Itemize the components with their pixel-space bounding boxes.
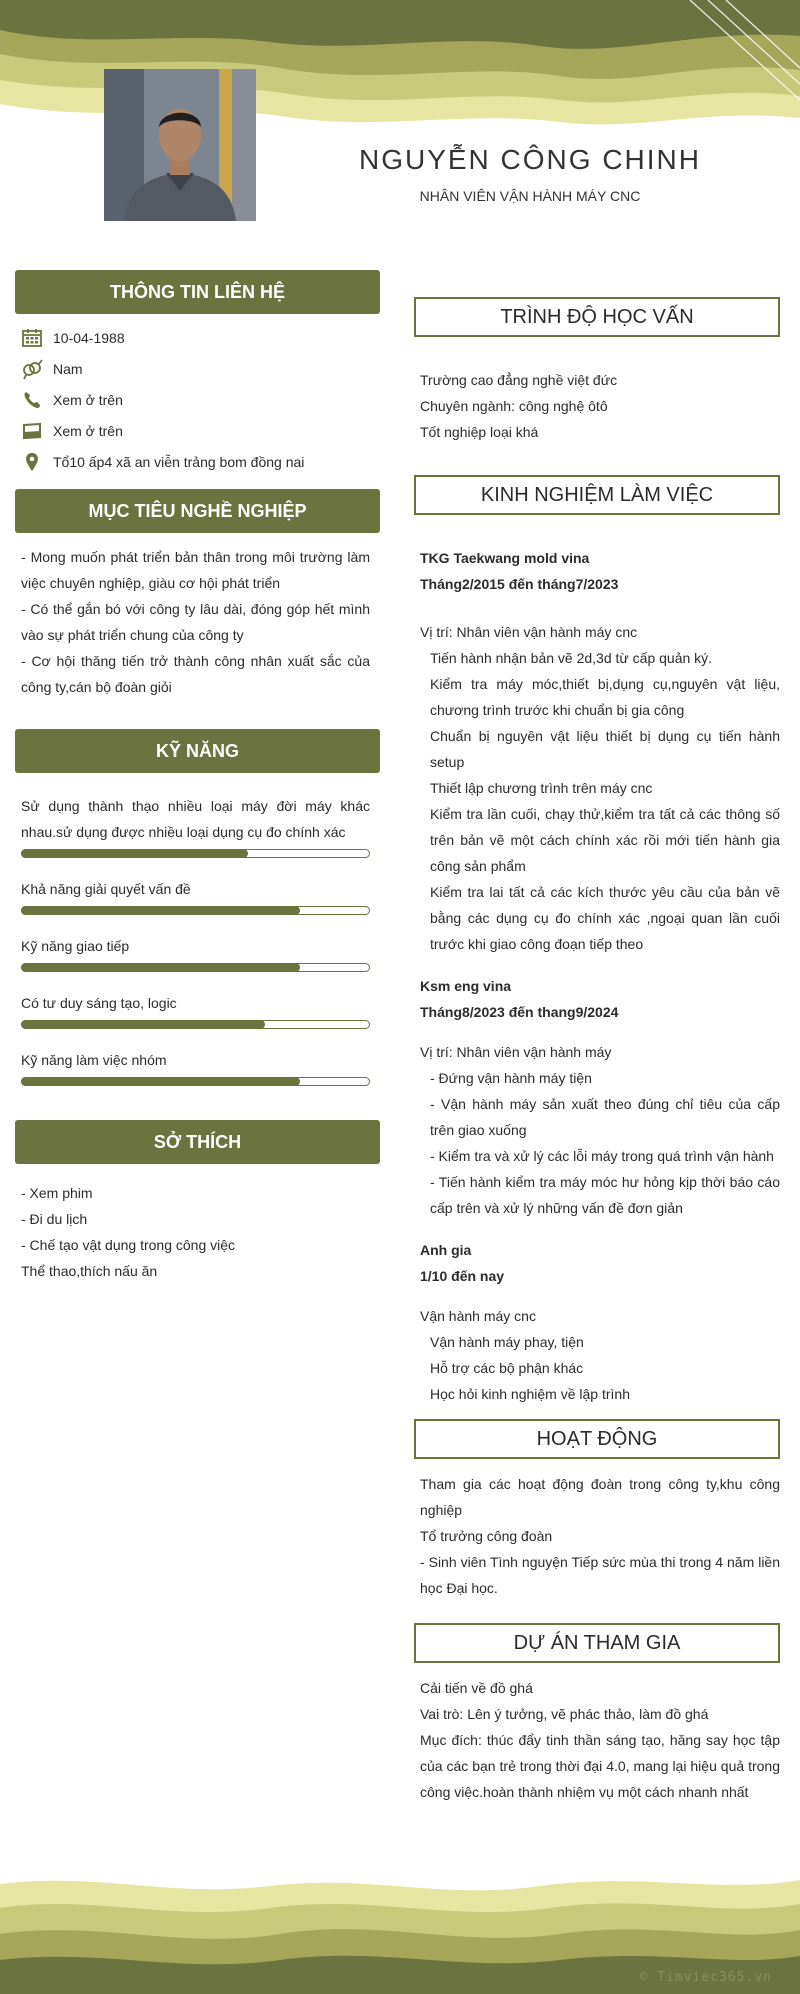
job-duty: Vận hành máy phay, tiện (430, 1334, 584, 1350)
activity-line: Tổ trưởng công đoàn (420, 1528, 553, 1544)
projects-text (414, 1675, 780, 1805)
job-company: Ksm eng vina (420, 978, 512, 994)
job-duty: - Đứng vận hành máy tiện (430, 1070, 592, 1086)
job-duty: Tiến hành nhận bản vẽ 2d,3d từ cấp quản ký. (430, 650, 713, 666)
hobby-line: - Đi du lịch (21, 1211, 88, 1227)
candidate-name: NGUYỄN CÔNG CHINH (358, 144, 701, 175)
job-duty: Kiểm tra lần cuối, chạy thử,kiểm tra tất cả các thông số trên bản vẽ một cách chính xác rồi mới tiến hành gia công sản phẩm (430, 806, 780, 874)
activities-text (414, 1471, 780, 1601)
education-line: Chuyên ngành: công nghệ ôtô (420, 398, 608, 414)
contact-birthday (15, 322, 380, 353)
job-duty: - Vận hành máy sản xuất theo đúng chỉ tiêu của cấp trên giao xuống (430, 1096, 780, 1138)
skill-label: Kỹ năng làm việc nhóm (21, 1052, 167, 1068)
skill-item (15, 1047, 380, 1086)
email-value: Xem ở trên (53, 422, 123, 439)
project-line: Cải tiến về đồ ghá (420, 1680, 533, 1696)
job-duty: Chuẩn bị nguyên vật liệu thiết bị dụng cụ tiến hành setup (430, 728, 780, 770)
activity-line: Tham gia các hoạt động đoàn trong công ty,khu công nghiệp (420, 1476, 780, 1518)
education-text (414, 367, 780, 445)
experience-job (414, 545, 780, 957)
activities-heading: HOẠT ĐỘNG (414, 1419, 780, 1459)
project-line: Mục đích: thúc đẩy tinh thần sáng tạo, hăng say học tập của các bạn trẻ trong thời đại 4.0, mang lại hiệu quả trong công việc.hoàn thành nhiệm vụ một cách nhanh nhất (420, 1732, 780, 1800)
project-line: Vai trò: Lên ý tưởng, vẽ phác thảo, làm đồ ghá (420, 1706, 709, 1722)
objective-line: - Cơ hội thăng tiến trở thành công nhân xuất sắc của công ty,cán bộ đoàn giỏi (21, 653, 370, 695)
watermark: © Timviec365.vn (639, 1970, 772, 1985)
gender-icon (21, 358, 43, 380)
job-duty: Kiểm tra máy móc,thiết bị,dụng cụ,nguyên vật liệu, chương trình trước khi chuẩn bị gia công (430, 676, 780, 718)
job-title: NHÂN VIÊN VẬN HÀNH MÁY CNC (419, 188, 641, 204)
skill-bar (21, 963, 370, 972)
skill-bar (21, 1077, 370, 1086)
experience-job (414, 973, 780, 1221)
job-duty: - Kiểm tra và xử lý các lỗi máy trong quá trình vận hành (430, 1148, 774, 1164)
objective-heading: MỤC TIÊU NGHỀ NGHIỆP (15, 489, 380, 533)
skill-bar-fill (21, 849, 248, 858)
education-line: Tốt nghiệp loại khá (420, 424, 539, 440)
job-duty: Hỗ trợ các bộ phận khác (430, 1360, 584, 1376)
skill-bar (21, 849, 370, 858)
job-duty: Học hỏi kinh nghiệm về lập trình (430, 1386, 630, 1402)
hobbies-text (15, 1180, 380, 1284)
hobby-line: - Xem phim (21, 1185, 93, 1201)
birthday-value: 10-04-1988 (53, 329, 125, 346)
skill-bar (21, 1020, 370, 1029)
calendar-icon (21, 327, 43, 349)
job-company: Anh gia (420, 1242, 472, 1258)
activity-line: - Sinh viên Tình nguyện Tiếp sức mùa thi trong 4 năm liền học Đại học. (420, 1554, 780, 1596)
skill-label: Khả năng giải quyết vấn đề (21, 881, 191, 897)
job-period: 1/10 đến nay (420, 1268, 505, 1284)
hobby-line: Thể thao,thích nấu ăn (21, 1263, 158, 1279)
avatar (104, 69, 256, 221)
job-period: Tháng2/2015 đến tháng7/2023 (420, 576, 619, 592)
skill-bar-fill (21, 1077, 300, 1086)
education-line: Trường cao đẳng nghề việt đức (420, 372, 618, 388)
skill-label: Có tư duy sáng tạo, logic (21, 995, 177, 1011)
location-icon (21, 451, 43, 473)
skill-item (15, 990, 380, 1029)
skill-item (15, 793, 380, 858)
job-position: Vị trí: Nhân viên vận hành máy cnc (420, 624, 638, 640)
job-position: Vận hành máy cnc (420, 1308, 536, 1324)
skill-item (15, 876, 380, 915)
projects-heading: DỰ ÁN THAM GIA (414, 1623, 780, 1663)
contact-phone (15, 384, 380, 415)
objective-line: - Mong muốn phát triển bản thân trong môi trường làm việc chuyên nghiệp, giàu cơ hội phát triển (21, 549, 370, 591)
skill-bar-fill (21, 1020, 265, 1029)
left-column (15, 270, 380, 1284)
job-duty: Thiết lập chương trình trên máy cnc (430, 780, 653, 796)
experience-heading: KINH NGHIỆM LÀM VIỆC (414, 475, 780, 515)
experience-job (414, 1237, 780, 1407)
skill-label: Kỹ năng giao tiếp (21, 938, 130, 954)
phone-value: Xem ở trên (53, 391, 123, 408)
email-icon (21, 420, 43, 442)
phone-icon (21, 389, 43, 411)
job-duty: Kiểm tra lai tất cả các kích thước yêu cầu của bản vẽ bằng các dụng cụ đo chính xác ,ngoại quan lần cuối trước khi giao công đoạn tiếp theo (430, 884, 780, 952)
gender-value: Nam (53, 360, 83, 377)
right-column (414, 297, 780, 1805)
hobbies-heading: SỞ THÍCH (15, 1120, 380, 1164)
job-period: Tháng8/2023 đến thang9/2024 (420, 1004, 619, 1020)
skill-item (15, 933, 380, 972)
skill-bar-fill (21, 963, 300, 972)
hobby-line: - Chế tạo vật dụng trong công việc (21, 1237, 236, 1253)
skills-list (15, 793, 380, 1086)
contact-gender (15, 353, 380, 384)
contact-address (15, 446, 380, 477)
skill-bar-fill (21, 906, 300, 915)
job-position: Vị trí: Nhân viên vận hành máy (420, 1044, 612, 1060)
objective-line: - Có thể gắn bó với công ty lâu dài, đóng góp hết mình vào sự phát triển chung của công ty (21, 601, 370, 643)
job-duty: - Tiến hành kiểm tra máy móc hư hỏng kịp thời báo cáo cấp trên và xử lý những vấn đề đơn giản (430, 1174, 780, 1216)
address-value: Tổ10 ấp4 xã an viễn trảng bom đồng nai (53, 453, 305, 470)
contact-email (15, 415, 380, 446)
education-heading: TRÌNH ĐỘ HỌC VẤN (414, 297, 780, 337)
job-company: TKG Taekwang mold vina (420, 550, 590, 566)
skill-label: Sử dụng thành thạo nhiều loại máy đời máy khác nhau.sử dụng được nhiều loại dụng cụ đo chính xác (21, 798, 370, 840)
skills-heading: KỸ NĂNG (15, 729, 380, 773)
contact-heading: THÔNG TIN LIÊN HỆ (15, 270, 380, 314)
objective-text (15, 544, 380, 700)
contact-list (15, 322, 380, 477)
skill-bar (21, 906, 370, 915)
